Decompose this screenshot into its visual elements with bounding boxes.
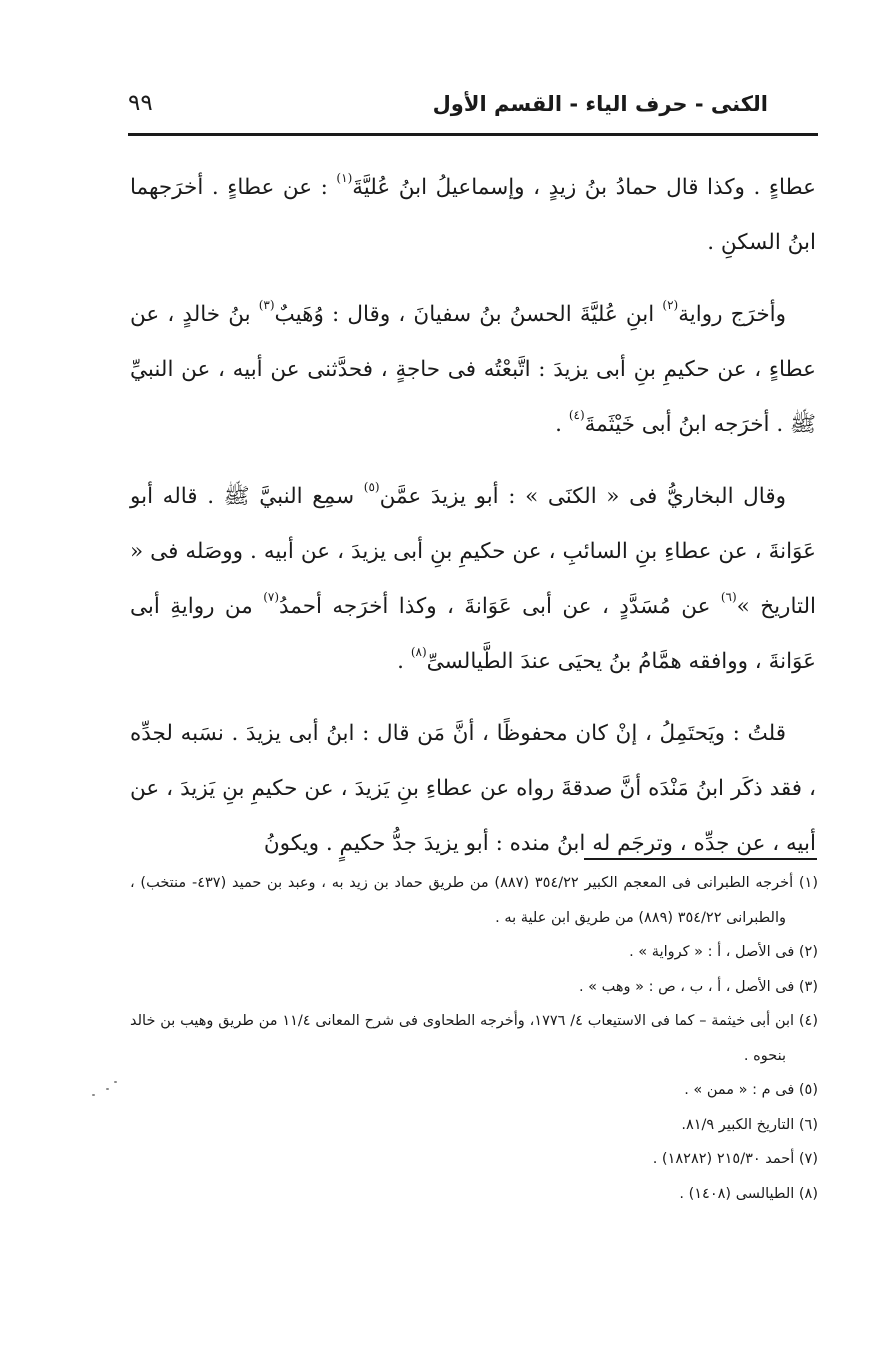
- paragraph-4: [130, 706, 816, 871]
- text-run: وقال البخاريُّ فى « الكنَى » : أبو يزيدَ عمَّن: [379, 484, 786, 509]
- footnotes: [130, 866, 818, 1211]
- scan-speck: [106, 1088, 109, 1090]
- footnote-ref: (٢): [662, 298, 679, 312]
- footnote-1: (١) أخرجه الطبرانى فى المعجم الكبير ٣٥٤/٢٢ (٨٨٧) من طريق حماد بن زيد به ، وعبد بن حميد (٤٣٧- منتخب) ، والطبرانى ٣٥٤/٢٢ (٨٨٩) من طريق ابن علية به .: [130, 875, 819, 926]
- footnote-2: (٢) فى الأصل ، أ : « كرواية » .: [629, 944, 818, 960]
- footnote-ref: (٣): [258, 298, 275, 312]
- footnote-ref: (٨): [410, 645, 427, 659]
- text-run: عن مُسَدَّدٍ ، عن أبى عَوَانةَ ، وكذا أخرَجه أحمدُ: [279, 594, 721, 619]
- text-run: عطاءٍ . وكذا قال حمادُ بنُ زيدٍ ، وإسماعيلُ ابنُ عُليَّةَ: [352, 175, 816, 200]
- scan-speck: [114, 1081, 117, 1083]
- footnote-8: (٨) الطيالسى (١٤٠٨) .: [679, 1185, 818, 1202]
- footnote-3: (٣) فى الأصل ، أ ، ب ، ص : « وهب » .: [578, 978, 818, 995]
- text-run: .: [397, 649, 411, 674]
- text-run: وأخرَج رواية: [678, 302, 786, 327]
- footnote-ref: (١): [336, 171, 353, 185]
- text-run: قلتُ : ويَحتَمِلُ ، إنْ كان محفوظًا ، أنَّ مَن قال : ابنُ أبى يزيدَ . نسَبه لجدِّه ، فقد ذكَر ابنُ مَنْدَه أنَّ صدقةَ رواه عن عطاءِ بنِ يَزيدَ ، عن حكيمِ بنِ يَزيدَ ، عن أبيه ، عن جدِّه ، وترجَم له ابنُ منده : أبو يزيدَ جدُّ حكيمٍ . ويكونُ: [130, 721, 816, 856]
- running-title: الكنى - حرف الياء - القسم الأول: [432, 92, 768, 116]
- footnote-ref: (٦): [720, 590, 737, 604]
- scan-speck: [92, 1094, 95, 1096]
- text-run: من روايةِ أبى عَوَانةَ ، ووافقه همَّامُ بنُ يحيَى عندَ الطَّيالسىِّ: [130, 594, 816, 674]
- footnote-ref: (٧): [263, 590, 280, 604]
- text-run: .: [555, 412, 569, 437]
- paragraph-1: [130, 160, 816, 270]
- header-rule: [128, 133, 818, 136]
- text-run: : عن عطاءٍ . أخرَجهما ابنُ السكنِ .: [130, 175, 816, 255]
- paragraph-3: [130, 469, 816, 689]
- text-run: ابنِ عُليَّةَ الحسنُ بنُ سفيانَ ، وقال : وُهَيبٌ: [274, 302, 663, 327]
- footnote-ref: (٤): [568, 408, 585, 422]
- footnote-4: (٤) ابن أبى خيثمة – كما فى الاستيعاب ٤/ ١٧٧٦، وأخرجه الطحاوى فى شرح المعانى ١١/٤ من طريق وهيب بن خالد بنحوه .: [130, 1013, 818, 1064]
- footnote-7: (٧) أحمد ٢١٥/٣٠ (١٨٢٨٢) .: [652, 1151, 818, 1167]
- page-header: [128, 86, 818, 126]
- main-text: [130, 160, 816, 888]
- footnote-5: (٥) فى م : « ممن » .: [684, 1082, 818, 1098]
- text-run: بنُ خالدٍ ، عن عطاءٍ ، عن حكيمِ بنِ أبى يزيدَ : اتَّبعْتُه فى حاجةٍ ، فحدَّثنى عن أبيه ، عن النبيِّ ﷺ . أخرَجه ابنُ أبى خَيْثَمةَ: [130, 302, 816, 437]
- text-run: سمِع النبيَّ ﷺ . قاله أبو عَوَانةَ ، عن عطاءِ بنِ السائبِ ، عن حكيمِ بنِ أبى يزيدَ ، عن أبيه . ووصَله فى « التاريخ »: [130, 484, 817, 619]
- paragraph-2: [130, 287, 816, 452]
- footnote-ref: (٥): [363, 480, 380, 494]
- page-number: ٩٩: [128, 90, 153, 116]
- footnote-rule: [584, 858, 817, 860]
- footnote-6: (٦) التاريخ الكبير ٨١/٩.: [681, 1116, 818, 1133]
